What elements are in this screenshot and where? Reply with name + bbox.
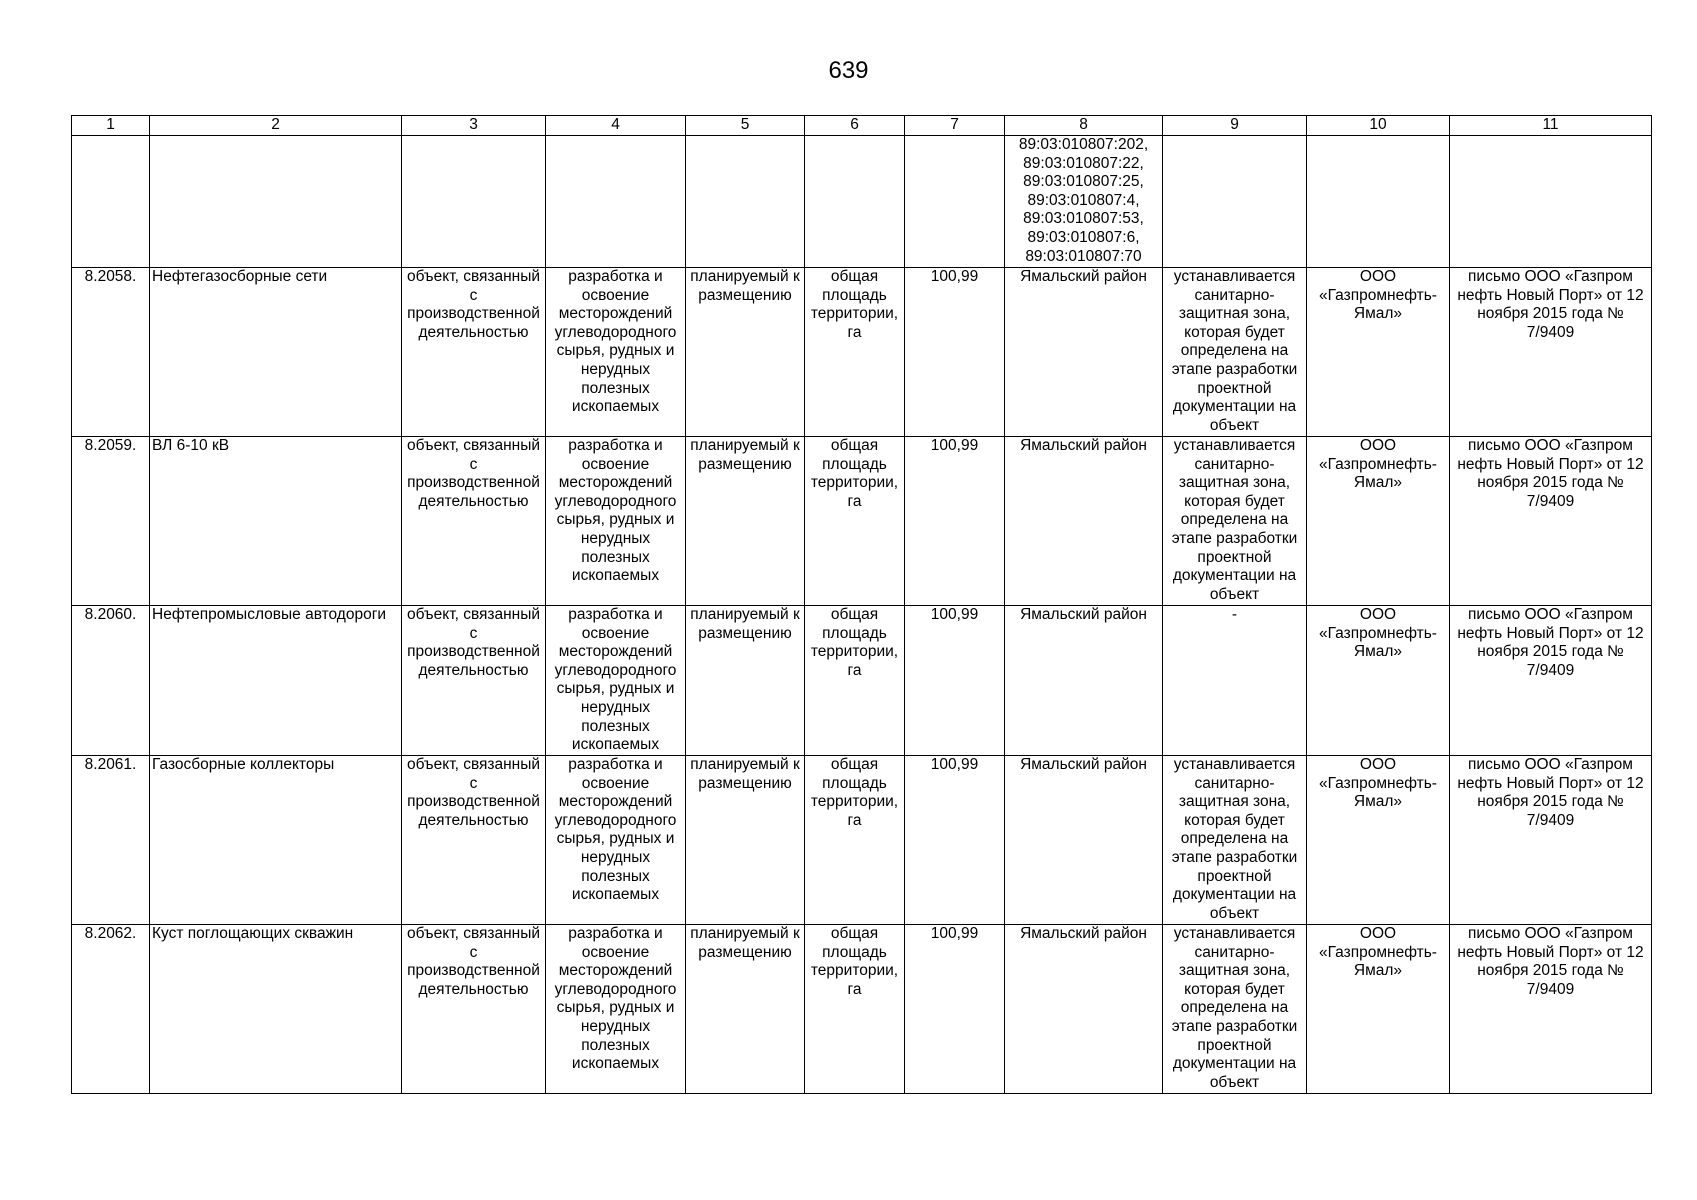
- object-type: объект, связанный с производственной деятельностью: [402, 437, 546, 606]
- object-value: 100,99: [905, 268, 1005, 437]
- object-purpose: разработка и освоение месторождений углеводородного сырья, рудных и нерудных полезных ископаемых: [546, 756, 686, 925]
- column-header: 2: [150, 116, 402, 136]
- object-location: Ямальский район: [1005, 756, 1163, 925]
- object-location: Ямальский район: [1005, 925, 1163, 1094]
- column-header: 1: [72, 116, 150, 136]
- object-name: Нефтегазосборные сети: [150, 268, 402, 437]
- object-name: ВЛ 6-10 кВ: [150, 437, 402, 606]
- object-value: 100,99: [905, 756, 1005, 925]
- object-type: объект, связанный с производственной деятельностью: [402, 756, 546, 925]
- column-header: 9: [1163, 116, 1307, 136]
- organization: ООО «Газпромнефть-Ямал»: [1307, 437, 1450, 606]
- organization: ООО «Газпромнефть-Ямал»: [1307, 925, 1450, 1094]
- source-document: письмо ООО «Газпром нефть Новый Порт» от 12 ноября 2015 года № 7/9409: [1450, 756, 1652, 925]
- cadastral-number: 89:03:010807:4,: [1027, 191, 1140, 209]
- column-header: 6: [805, 116, 905, 136]
- object-purpose: разработка и освоение месторождений углеводородного сырья, рудных и нерудных полезных ископаемых: [546, 268, 686, 437]
- object-name: Куст поглощающих скважин: [150, 925, 402, 1094]
- object-purpose: разработка и освоение месторождений углеводородного сырья, рудных и нерудных полезных ископаемых: [546, 925, 686, 1094]
- object-type: объект, связанный с производственной деятельностью: [402, 606, 546, 756]
- object-value: 100,99: [905, 437, 1005, 606]
- empty-cell: [546, 136, 686, 268]
- empty-cell: [805, 136, 905, 268]
- object-characteristic: общая площадь территории, га: [805, 925, 905, 1094]
- object-characteristic: общая площадь территории, га: [805, 268, 905, 437]
- object-status: планируемый к размещению: [686, 437, 805, 606]
- organization: ООО «Газпромнефть-Ямал»: [1307, 606, 1450, 756]
- row-number: 8.2061.: [72, 756, 150, 925]
- continuation-row: [72, 136, 1652, 268]
- object-value: 100,99: [905, 925, 1005, 1094]
- object-type: объект, связанный с производственной деятельностью: [402, 925, 546, 1094]
- source-document: письмо ООО «Газпром нефть Новый Порт» от 12 ноября 2015 года № 7/9409: [1450, 925, 1652, 1094]
- cadastral-numbers-cell: [1005, 136, 1163, 268]
- table-row: [72, 925, 1652, 1094]
- empty-cell: [402, 136, 546, 268]
- column-header: 11: [1450, 116, 1652, 136]
- column-header: 3: [402, 116, 546, 136]
- source-document: письмо ООО «Газпром нефть Новый Порт» от 12 ноября 2015 года № 7/9409: [1450, 606, 1652, 756]
- organization: ООО «Газпромнефть-Ямал»: [1307, 268, 1450, 437]
- empty-cell: [1163, 136, 1307, 268]
- object-status: планируемый к размещению: [686, 268, 805, 437]
- object-location: Ямальский район: [1005, 268, 1163, 437]
- object-location: Ямальский район: [1005, 437, 1163, 606]
- empty-cell: [905, 136, 1005, 268]
- row-number: 8.2059.: [72, 437, 150, 606]
- object-name: Газосборные коллекторы: [150, 756, 402, 925]
- cadastral-number: 89:03:010807:6,: [1027, 228, 1140, 246]
- object-status: планируемый к размещению: [686, 925, 805, 1094]
- cadastral-number: 89:03:010807:70: [1025, 247, 1142, 265]
- organization: ООО «Газпромнефть-Ямал»: [1307, 756, 1450, 925]
- object-purpose: разработка и освоение месторождений углеводородного сырья, рудных и нерудных полезных ископаемых: [546, 437, 686, 606]
- column-header: 10: [1307, 116, 1450, 136]
- column-header: 8: [1005, 116, 1163, 136]
- column-header: 5: [686, 116, 805, 136]
- cadastral-number: 89:03:010807:202,: [1018, 136, 1149, 153]
- row-number: 8.2062.: [72, 925, 150, 1094]
- column-header: 7: [905, 116, 1005, 136]
- object-status: планируемый к размещению: [686, 756, 805, 925]
- object-purpose: разработка и освоение месторождений углеводородного сырья, рудных и нерудных полезных ископаемых: [546, 606, 686, 756]
- table-row: [72, 756, 1652, 925]
- page-number: 639: [828, 57, 869, 84]
- cadastral-number: 89:03:010807:22,: [1023, 154, 1144, 172]
- table-row: [72, 268, 1652, 437]
- object-status: планируемый к размещению: [686, 606, 805, 756]
- object-name: Нефтепромысловые автодороги: [150, 606, 402, 756]
- object-characteristic: общая площадь территории, га: [805, 606, 905, 756]
- row-number: 8.2060.: [72, 606, 150, 756]
- objects-table: [71, 115, 1652, 1094]
- column-number-row: [72, 116, 1652, 136]
- source-document: письмо ООО «Газпром нефть Новый Порт» от 12 ноября 2015 года № 7/9409: [1450, 268, 1652, 437]
- cadastral-number: 89:03:010807:53,: [1023, 210, 1144, 228]
- protection-zone: устанавливается санитарно-защитная зона, которая будет определена на этапе разработки проектной документации на объект: [1163, 925, 1307, 1094]
- source-document: письмо ООО «Газпром нефть Новый Порт» от 12 ноября 2015 года № 7/9409: [1450, 437, 1652, 606]
- object-location: Ямальский район: [1005, 606, 1163, 756]
- empty-cell: [1450, 136, 1652, 268]
- protection-zone: устанавливается санитарно-защитная зона, которая будет определена на этапе разработки проектной документации на объект: [1163, 437, 1307, 606]
- object-value: 100,99: [905, 606, 1005, 756]
- row-number: 8.2058.: [72, 268, 150, 437]
- object-type: объект, связанный с производственной деятельностью: [402, 268, 546, 437]
- empty-cell: [1307, 136, 1450, 268]
- column-header: 4: [546, 116, 686, 136]
- protection-zone: устанавливается санитарно-защитная зона, которая будет определена на этапе разработки проектной документации на объект: [1163, 756, 1307, 925]
- object-characteristic: общая площадь территории, га: [805, 437, 905, 606]
- empty-cell: [72, 136, 150, 268]
- empty-cell: [686, 136, 805, 268]
- table-row: [72, 606, 1652, 756]
- object-characteristic: общая площадь территории, га: [805, 756, 905, 925]
- cadastral-number: 89:03:010807:25,: [1023, 173, 1144, 191]
- table-row: [72, 437, 1652, 606]
- protection-zone: -: [1163, 606, 1307, 756]
- empty-cell: [150, 136, 402, 268]
- protection-zone: устанавливается санитарно-защитная зона, которая будет определена на этапе разработки проектной документации на объект: [1163, 268, 1307, 437]
